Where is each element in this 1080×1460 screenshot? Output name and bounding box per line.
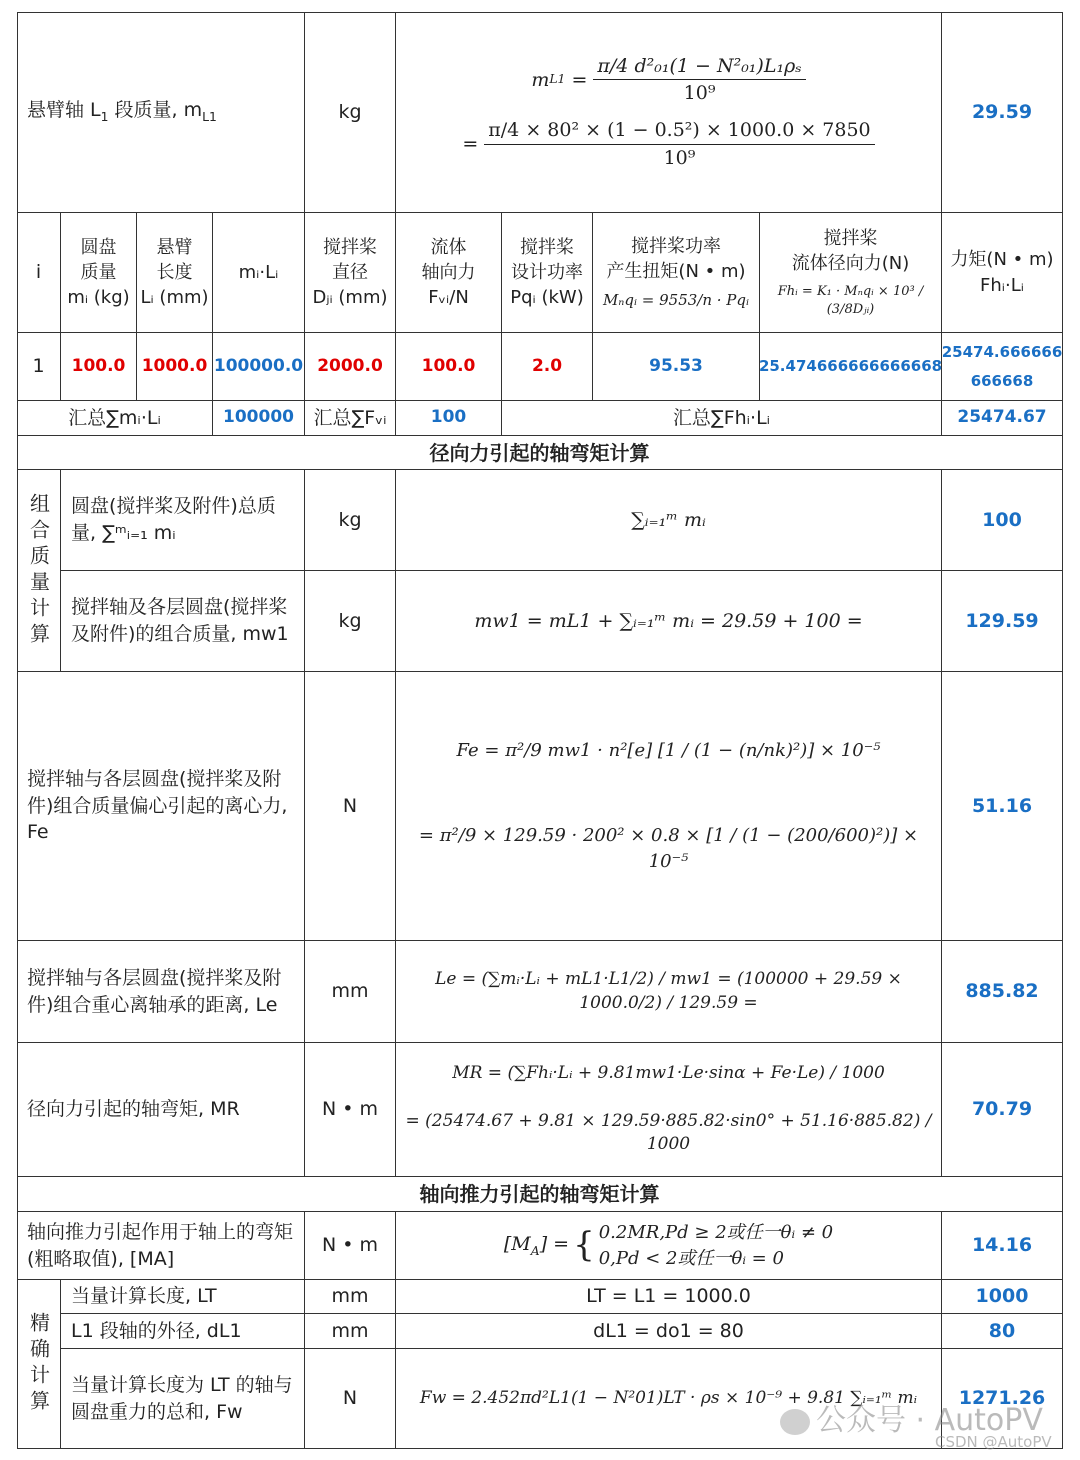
ma-unit: N • m: [305, 1212, 396, 1280]
fe-formula: Fe = π²/9 mw1 · n²[e] [1 / (1 − (n/nk)²)] × 10⁻⁵ = π²/9 × 129.59 · 200² × 0.8 × [1 / (1 − (200/600)²)] × 10⁻⁵: [396, 672, 942, 941]
ma-value: 14.16: [942, 1212, 1063, 1280]
group-mass-side-label: 组合质量计算: [17, 470, 61, 672]
le-label: 搅拌轴与各层圆盘(搅拌桨及附件)组合重心离轴承的距离, Le: [17, 941, 305, 1043]
sum-fhi-label: 汇总∑Fhᵢ·Lᵢ: [502, 401, 942, 436]
wechat-icon: [780, 1409, 810, 1435]
data-length: 1000.0: [137, 333, 213, 401]
data-axial-force: 100.0: [396, 333, 502, 401]
group-mass-row1-value: 100: [942, 470, 1063, 571]
group-mass-row2-value: 129.59: [942, 571, 1063, 672]
mr-formula: MR = (∑Fhᵢ·Lᵢ + 9.81mw1·Le·sinα + Fe·Le) / 1000 = (25474.67 + 9.81 × 129.59·885.82·sin0° + 51.16·885.82) / 1000: [396, 1043, 942, 1177]
header-axial-force: 流体 轴向力 Fᵥᵢ/N: [396, 213, 502, 333]
ma-label: 轴向推力引起作用于轴上的弯矩(粗略取值), [MA]: [17, 1212, 305, 1280]
le-formula: Le = (∑mᵢ·Lᵢ + mL1·L1/2) / mw1 = (100000 + 29.59 × 1000.0/2) / 129.59 =: [396, 941, 942, 1043]
group-mass-row1-unit: kg: [305, 470, 396, 571]
data-moment: 25474.666666 666668: [942, 333, 1063, 401]
group-mass-row2-unit: kg: [305, 571, 396, 672]
header-moment: 力矩(N • m) Fhᵢ·Lᵢ: [942, 213, 1063, 333]
sum-mili-value: 100000: [213, 401, 305, 436]
lt-value: 1000: [942, 1280, 1063, 1314]
header-radial-force: 搅拌桨 流体径向力(N) Fhᵢ = K₁ · Mₙqᵢ × 10³ / (3/8Dⱼᵢ): [760, 213, 942, 333]
lt-unit: mm: [305, 1280, 396, 1314]
header-mili: mᵢ·Lᵢ: [213, 213, 305, 333]
header-diameter: 搅拌桨 直径 Dⱼᵢ (mm): [305, 213, 396, 333]
sum-mili-label: 汇总∑mᵢ·Lᵢ: [17, 401, 213, 436]
sum-fvi-value: 100: [396, 401, 502, 436]
group-mass-row1-label: 圆盘(搅拌桨及附件)总质量, ∑ᵐᵢ₌₁ mᵢ: [61, 470, 305, 571]
fw-label: 当量计算长度为 LT 的轴与圆盘重力的总和, Fw: [61, 1349, 305, 1449]
mr-label: 径向力引起的轴弯矩, MR: [17, 1043, 305, 1177]
watermark: 公众号 · AutoPV: [780, 1395, 1043, 1439]
data-torque: 95.53: [593, 333, 760, 401]
data-power: 2.0: [502, 333, 593, 401]
header-torque: 搅拌桨功率 产生扭矩(N • m) Mₙqᵢ = 9553/n · Pqᵢ: [593, 213, 760, 333]
lt-formula: LT = L1 = 1000.0: [396, 1280, 942, 1314]
group-mass-row2-label: 搅拌轴及各层圆盘(搅拌桨及附件)的组合质量, mw1: [61, 571, 305, 672]
mr-unit: N • m: [305, 1043, 396, 1177]
cantilever-mass-value: 29.59: [942, 12, 1063, 213]
data-radial-force: 25.474666666666668: [760, 333, 942, 401]
header-length: 悬臂 长度 Lᵢ (mm): [137, 213, 213, 333]
section-radial-title: 径向力引起的轴弯矩计算: [17, 436, 1063, 470]
dl1-value: 80: [942, 1314, 1063, 1349]
fe-label: 搅拌轴与各层圆盘(搅拌桨及附件)组合质量偏心引起的离心力, Fe: [17, 672, 305, 941]
cantilever-mass-formula: m L1 = $\frac{\text{π/4 d²₀₁(1 − N²₀₁)L₁ρₛ}}{\text{10⁹}}$ = $\frac{\text{π/4 × 80² × (1 − 0.5²) × 1000.0 × 7850}}{\text{10⁹}}$: [396, 12, 942, 213]
data-diameter: 2000.0: [305, 333, 396, 401]
cantilever-mass-unit: kg: [305, 12, 396, 213]
sum-fvi-label: 汇总∑Fᵥᵢ: [305, 401, 396, 436]
le-value: 885.82: [942, 941, 1063, 1043]
mr-value: 70.79: [942, 1043, 1063, 1177]
fw-value: 1271.26: [942, 1349, 1063, 1449]
header-mass: 圆盘 质量 mᵢ (kg): [61, 213, 137, 333]
fw-formula: Fw = 2.452πd²L1(1 − N²01)LT · ρs × 10⁻⁹ + 9.81 ∑ᵢ₌₁ᵐ mᵢ: [396, 1349, 942, 1449]
le-unit: mm: [305, 941, 396, 1043]
ma-formula: $[M_A]$ = { 0.2MR,Pd ≥ 2或任一θᵢ ≠ 0 0,Pd < 2或任一θᵢ = 0: [396, 1212, 942, 1280]
header-i: i: [17, 213, 61, 333]
fe-value: 51.16: [942, 672, 1063, 941]
csdn-watermark: CSDN @AutoPV: [935, 1433, 1052, 1451]
fe-unit: N: [305, 672, 396, 941]
data-mili: 100000.0: [213, 333, 305, 401]
dl1-label: L1 段轴的外径, dL1: [61, 1314, 305, 1349]
precise-side-label: 精确计算: [17, 1280, 61, 1449]
fw-unit: N: [305, 1349, 396, 1449]
group-mass-row2-formula: mw1 = mL1 + ∑ᵢ₌₁ᵐ mᵢ = 29.59 + 100 =: [396, 571, 942, 672]
header-power: 搅拌桨 设计功率 Pqᵢ (kW): [502, 213, 593, 333]
cantilever-mass-label: 悬臂轴 $L_1$ 段质量, $m_{L1}$: [17, 12, 305, 213]
group-mass-row1-formula: ∑ᵢ₌₁ᵐ mᵢ: [396, 470, 942, 571]
dl1-formula: dL1 = do1 = 80: [396, 1314, 942, 1349]
sum-fhi-value: 25474.67: [942, 401, 1063, 436]
data-i: 1: [17, 333, 61, 401]
data-mass: 100.0: [61, 333, 137, 401]
section-axial-title: 轴向推力引起的轴弯矩计算: [17, 1177, 1063, 1212]
lt-label: 当量计算长度, LT: [61, 1280, 305, 1314]
dl1-unit: mm: [305, 1314, 396, 1349]
